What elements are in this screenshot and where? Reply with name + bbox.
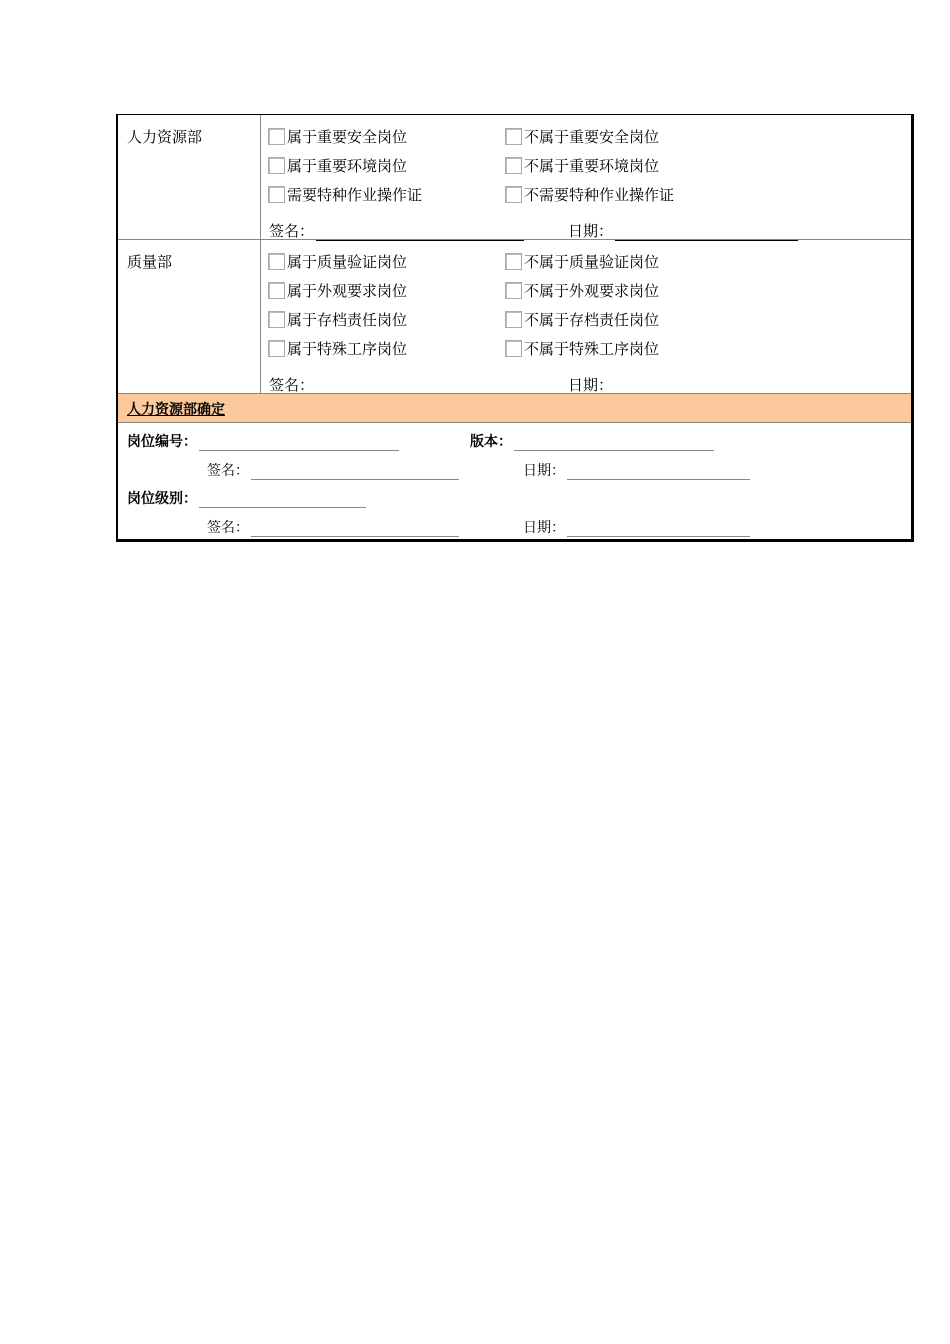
sign-field[interactable] (251, 464, 459, 480)
checkbox[interactable] (268, 282, 285, 299)
hr-confirm-header (118, 394, 911, 423)
qa-options (268, 250, 888, 366)
qa-option-no-3[interactable]: 不属于特殊工序岗位 (505, 337, 659, 359)
qa-dept-label: 质量部 (127, 253, 173, 271)
checkbox[interactable] (268, 128, 285, 145)
column-divider (260, 240, 261, 393)
qa-option-yes-3[interactable]: 属于特殊工序岗位 (268, 337, 407, 359)
date-label: 日期： (523, 463, 565, 479)
hr-confirm-title: 人力资源部确定 (127, 402, 225, 418)
date-label: 日期： (523, 520, 565, 536)
hr-options (268, 125, 888, 212)
hr-dept-row (118, 115, 911, 240)
sign-field[interactable] (316, 378, 524, 395)
version-field[interactable] (514, 435, 714, 451)
sign-label: 签名： (269, 376, 315, 394)
date-label: 日期： (568, 376, 614, 394)
hr-option-no-0[interactable]: 不属于重要安全岗位 (505, 125, 659, 147)
date-field[interactable] (615, 378, 798, 395)
sign-label: 签名： (207, 520, 249, 536)
post-number-label: 岗位编号： (127, 434, 197, 450)
checkbox[interactable] (268, 186, 285, 203)
checkbox[interactable] (268, 311, 285, 328)
sign-label: 签名： (207, 463, 249, 479)
qa-option-yes-0[interactable]: 属于质量验证岗位 (268, 250, 407, 272)
qa-dept-row (118, 240, 911, 394)
qa-option-yes-2[interactable]: 属于存档责任岗位 (268, 308, 407, 330)
checkbox[interactable] (505, 253, 522, 270)
column-divider (260, 115, 261, 239)
checkbox[interactable] (505, 311, 522, 328)
hr-option-yes-1[interactable]: 属于重要环境岗位 (268, 154, 407, 176)
post-number-field[interactable] (199, 435, 399, 451)
qa-signature-line (269, 374, 798, 395)
sign-field[interactable] (251, 521, 459, 537)
date-field[interactable] (567, 464, 750, 480)
date-field[interactable] (615, 224, 798, 241)
hr-option-no-1[interactable]: 不属于重要环境岗位 (505, 154, 659, 176)
post-level-field[interactable] (199, 492, 366, 508)
date-field[interactable] (567, 521, 750, 537)
hr-option-no-2[interactable]: 不需要特种作业操作证 (505, 183, 674, 205)
qa-option-no-2[interactable]: 不属于存档责任岗位 (505, 308, 659, 330)
qa-option-yes-1[interactable]: 属于外观要求岗位 (268, 279, 407, 301)
sign-label: 签名： (269, 222, 315, 240)
checkbox[interactable] (505, 186, 522, 203)
hr-confirm-section (118, 423, 911, 539)
checkbox[interactable] (505, 128, 522, 145)
checkbox[interactable] (505, 157, 522, 174)
checkbox[interactable] (268, 340, 285, 357)
hr-option-yes-2[interactable]: 需要特种作业操作证 (268, 183, 422, 205)
hr-signature-line (269, 220, 798, 241)
checkbox[interactable] (505, 340, 522, 357)
hr-option-yes-0[interactable]: 属于重要安全岗位 (268, 125, 407, 147)
date-label: 日期： (568, 222, 614, 240)
job-form-table (116, 114, 914, 542)
version-label: 版本： (470, 434, 512, 450)
checkbox[interactable] (268, 253, 285, 270)
checkbox[interactable] (505, 282, 522, 299)
post-level-label: 岗位级别： (127, 491, 197, 507)
sign-field[interactable] (316, 224, 524, 241)
hr-dept-label: 人力资源部 (127, 128, 203, 146)
qa-option-no-1[interactable]: 不属于外观要求岗位 (505, 279, 659, 301)
qa-option-no-0[interactable]: 不属于质量验证岗位 (505, 250, 659, 272)
checkbox[interactable] (268, 157, 285, 174)
